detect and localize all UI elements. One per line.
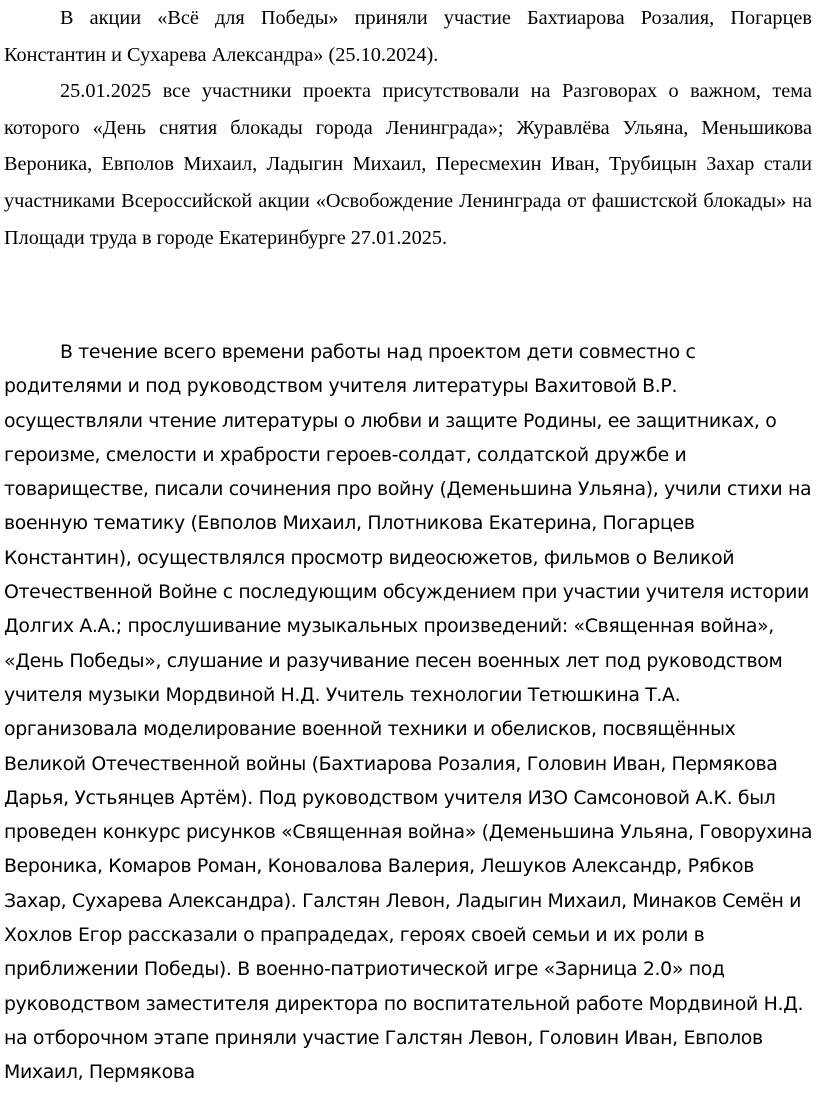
serif-text-block	[4, 0, 812, 256]
sans-text-block	[4, 335, 816, 1090]
paragraph-action-for-victory: В акции «Всё для Победы» приняли участие Бахтиарова Розалия, Погарцев Константин и Сухарева Александра» (25.10.2024).	[4, 7, 812, 66]
paragraph-project-work: В течение всего времени работы над проектом дети совместно с родителями и под руководством учителя литературы Вахитовой В.Р. осуществляли чтение литературы о любви и защите Родины, ее защитниках, о героизме, смелости и храбрости героев-солдат, солдатской дружбе и товариществе, писали сочинения про войну (Деменьшина Ульяна), учили стихи на военную тематику (Евполов Михаил, Плотникова Екатерина, Погарцев Константин), осуществлялся просмотр видеосюжетов, фильмов о Великой Отечественной Войне с последующим обсуждением при участии учителя истории Долгих А.А.; прослушивание музыкальных произведений: «Священная война», «День Победы», слушание и разучивание песен военных лет под руководством учителя музыки Мордвиной Н.Д. Учитель технологии Тетюшкина Т.А. организовала моделирование военной техники и обелисков, посвящённых Великой Отечественной войны (Бахтиарова Розалия, Головин Иван, Пермякова Дарья, Устьянцев Артём). Под руководством учителя ИЗО Самсоновой А.К. был проведен конкурс рисунков «Священная война» (Деменьшина Ульяна, Говорухина Вероника, Комаров Роман, Коновалова Валерия, Лешуков Александр, Рябков Захар, Сухарева Александра). Галстян Левон, Ладыгин Михаил, Минаков Семён и Хохлов Егор рассказали о прапрадедах, героях своей семьи и их роли в приближении Победы). В военно-патриотической игре «Зарница 2.0» под руководством заместителя директора по воспитательной работе Мордвиной Н.Д. на отборочном этапе приняли участие Галстян Левон, Головин Иван, Евполов Михаил, Пермякова	[4, 341, 813, 1084]
paragraph-leningrad-blockade: 25.01.2025 все участники проекта присутствовали на Разговорах о важном, тема которого «День снятия блокады города Ленинграда»; Журавлёва Ульяна, Меньшикова Вероника, Евполов Михаил, Ладыгин Михаил, Пересмехин Иван, Трубицын Захар стали участниками Всероссийской акции «Освобождение Ленинграда от фашистской блокады» на Площади труда в городе Екатеринбурге 27.01.2025.	[4, 80, 812, 249]
